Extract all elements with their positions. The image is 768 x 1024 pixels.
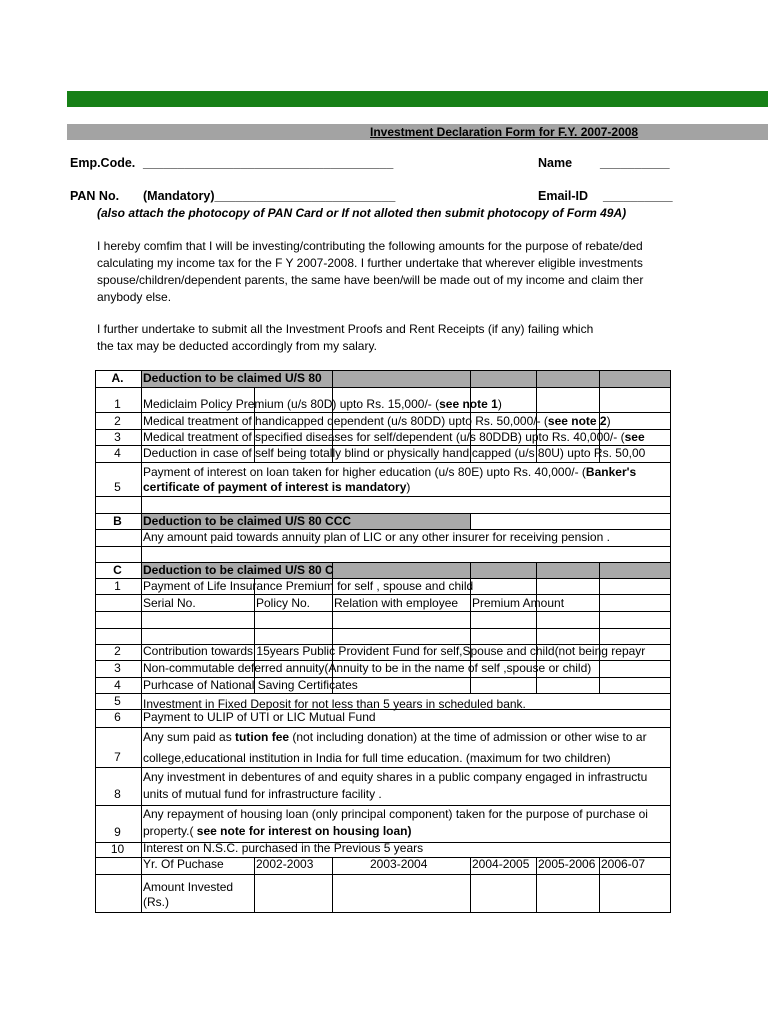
table-header-cell: [332, 562, 471, 579]
table-cell: [599, 874, 671, 913]
section-c-row-7-line-1: Any sum paid as tution fee (not including donation) at the time of admission or other wise to ar: [143, 730, 647, 744]
section-c-row-7-no: 7: [114, 750, 121, 764]
section-b-heading: Deduction to be claimed U/S 80 CCC: [143, 514, 352, 528]
nsc-year-2: 2003-2004: [370, 857, 428, 871]
policy-relation-header: Relation with employee: [334, 596, 459, 610]
table-cell: [470, 677, 537, 694]
table-header-cell: [536, 370, 600, 388]
table-cell: [599, 594, 671, 612]
table-cell: [536, 874, 600, 913]
section-a-row-5-line-2: certificate of payment of interest is mandatory): [143, 480, 411, 494]
section-c-row-2-no: 2: [114, 644, 121, 658]
section-c-row-7-line-2: college,educational institution in India for full time education. (maximum for two children): [143, 751, 611, 765]
section-c-code: C: [113, 563, 122, 577]
emp-code-label: Emp.Code.: [70, 156, 136, 170]
table-header-cell: [599, 370, 671, 388]
table-cell: [470, 874, 537, 913]
policy-no-header: Policy No.: [256, 596, 311, 610]
table-cell: [95, 594, 142, 612]
table-header-cell: [536, 562, 600, 579]
table-cell: [254, 611, 333, 629]
undertaking-line-1: I further undertake to submit all the Investment Proofs and Rent Receipts (if any) failing which: [97, 322, 594, 336]
emp-code-field[interactable]: ____________________________________: [143, 156, 394, 170]
section-a-row-4-no: 4: [114, 446, 121, 460]
email-field[interactable]: __________: [603, 189, 673, 203]
section-c-row-8-line-1: Any investment in debentures of and equity shares in a public company engaged in infrastructu: [143, 770, 648, 784]
name-label: Name: [538, 156, 573, 170]
table-cell: [254, 874, 333, 913]
table-cell: [599, 387, 671, 413]
section-c-row-5: Investment in Fixed Deposit for not less than 5 years in scheduled bank.: [143, 697, 526, 711]
section-c-row-3: Non-commutable deferred annuity(Annuity to be in the name of self ,spouse or child): [143, 661, 592, 675]
table-header-cell: [470, 370, 537, 388]
section-a-row-4: Deduction in case of self being totally blind or physically handicapped (u/s 80U) upto Rs. 50,00: [143, 446, 646, 460]
table-header-cell: [332, 370, 471, 388]
section-c-row-9-line-1: Any repayment of housing loan (only principal component) taken for the purpose of purchase oi: [143, 807, 648, 821]
section-c-row-4-no: 4: [114, 678, 121, 692]
table-cell: [599, 611, 671, 629]
table-cell: [332, 611, 471, 629]
table-cell: [536, 387, 600, 413]
header-green-bar: [67, 91, 768, 107]
section-c-row-10-no: 10: [110, 842, 125, 856]
section-b-row-1: Any amount paid towards annuity plan of LIC or any other insurer for receiving pension .: [143, 530, 610, 544]
section-c-row-6-no: 6: [114, 710, 121, 724]
pan-label: PAN No.: [70, 189, 120, 203]
table-cell: [536, 677, 600, 694]
table-cell: [141, 546, 671, 563]
table-cell: [254, 628, 333, 645]
table-cell: [332, 628, 471, 645]
table-cell: [599, 677, 671, 694]
table-cell: [536, 628, 600, 645]
section-c-row-9-no: 9: [114, 825, 121, 839]
table-cell: [470, 611, 537, 629]
pan-attachment-note: (also attach the photocopy of PAN Card or If not alloted then submit photocopy of Form 49A): [97, 206, 627, 220]
section-c-heading: Deduction to be claimed U/S 80 C: [143, 563, 334, 577]
table-cell: [141, 611, 255, 629]
section-c-row-1-no: 1: [114, 579, 121, 593]
nsc-year-3: 2004-2005: [472, 857, 530, 871]
nsc-amount-label-line-1: Amount Invested: [143, 880, 234, 894]
section-c-row-4: Purhcase of National Saving Certificates: [143, 678, 358, 692]
table-cell: [536, 578, 600, 595]
section-a-row-3-no: 3: [114, 430, 121, 444]
table-code-cell: [95, 546, 142, 563]
declaration-line-1: I hereby comfim that I will be investing/contributing the following amounts for the purpose of rebate/ded: [97, 239, 643, 253]
undertaking-line-2: the tax may be deducted accordingly from my salary.: [97, 339, 377, 353]
section-a-code: A.: [111, 371, 124, 385]
email-label: Email-ID: [538, 189, 589, 203]
section-a-heading: Deduction to be claimed U/S 80: [143, 371, 322, 385]
section-a-row-5-line-1: Payment of interest on loan taken for higher education (u/s 80E) upto Rs. 40,000/- (Banker's: [143, 465, 637, 479]
table-cell: [141, 496, 671, 514]
table-cell: [599, 628, 671, 645]
section-c-row-2: Contribution towards 15years Public Provident Fund for self,Spouse and child(not being repayr: [143, 644, 646, 658]
nsc-year-1: 2002-2003: [256, 857, 314, 871]
nsc-years-label: Yr. Of Puchase: [143, 857, 224, 871]
section-a-row-2-no: 2: [114, 414, 121, 428]
section-c-row-9-line-2: property.( see note for interest on housing loan): [143, 824, 412, 838]
nsc-year-5: 2006-07: [601, 857, 646, 871]
section-c-row-3-no: 3: [114, 661, 121, 675]
table-code-cell: [95, 529, 142, 547]
table-cell: [599, 578, 671, 595]
section-c-row-10: Interest on N.S.C. purchased in the Previous 5 years: [143, 841, 424, 855]
name-field[interactable]: __________: [600, 156, 670, 170]
section-c-row-8-line-2: units of mutual fund for infrastructure facility .: [143, 787, 382, 801]
section-a-row-1: Mediclaim Policy Premium (u/s 80D) upto Rs. 15,000/- (see note 1): [143, 397, 502, 411]
declaration-line-3: spouse/children/dependent parents, the same have been/will be made out of my income and claim ther: [97, 273, 644, 287]
section-a-row-3: Medical treatment of specified diseases for self/dependent (u/s 80DDB) upto Rs. 40,000/- (see: [143, 430, 645, 444]
declaration-line-2: calculating my income tax for the F Y 2007-2008. I further undertake that wherever eligible investments: [97, 256, 643, 270]
table-cell: [470, 628, 537, 645]
nsc-amount-label-line-2: (Rs.): [143, 895, 169, 909]
declaration-line-4: anybody else.: [97, 290, 172, 304]
table-cell: [332, 874, 471, 913]
section-c-row-6: Payment to ULIP of UTI or LIC Mutual Fund: [143, 710, 376, 724]
pan-field[interactable]: (Mandatory)__________________________: [143, 189, 396, 203]
table-cell: [470, 513, 671, 530]
section-c-row-5-no: 5: [114, 694, 121, 708]
form-title: Investment Declaration Form for F.Y. 2007-2008: [370, 125, 639, 139]
table-cell: [141, 628, 255, 645]
section-b-code: B: [113, 514, 122, 528]
section-c-row-8-no: 8: [114, 787, 121, 801]
table-cell: [95, 874, 142, 913]
table-header-cell: [470, 562, 537, 579]
nsc-year-4: 2005-2006: [538, 857, 596, 871]
table-cell: [470, 578, 537, 595]
table-header-cell: [599, 562, 671, 579]
table-cell: [95, 628, 142, 645]
section-a-row-2: Medical treatment of handicapped dependent (u/s 80DD) upto Rs. 50,000/- (see note 2): [143, 414, 611, 428]
table-cell: [536, 611, 600, 629]
table-cell: [599, 660, 671, 678]
table-cell: [95, 857, 142, 875]
table-code-cell: [95, 496, 142, 514]
policy-premium-header: Premium Amount: [472, 596, 565, 610]
section-a-row-5-no: 5: [114, 480, 121, 494]
table-cell: [95, 611, 142, 629]
section-a-row-1-no: 1: [114, 397, 121, 411]
section-c-row-1: Payment of Life Insurance Premium for self , spouse and child: [143, 579, 474, 593]
policy-serial-header: Serial No.: [143, 596, 196, 610]
